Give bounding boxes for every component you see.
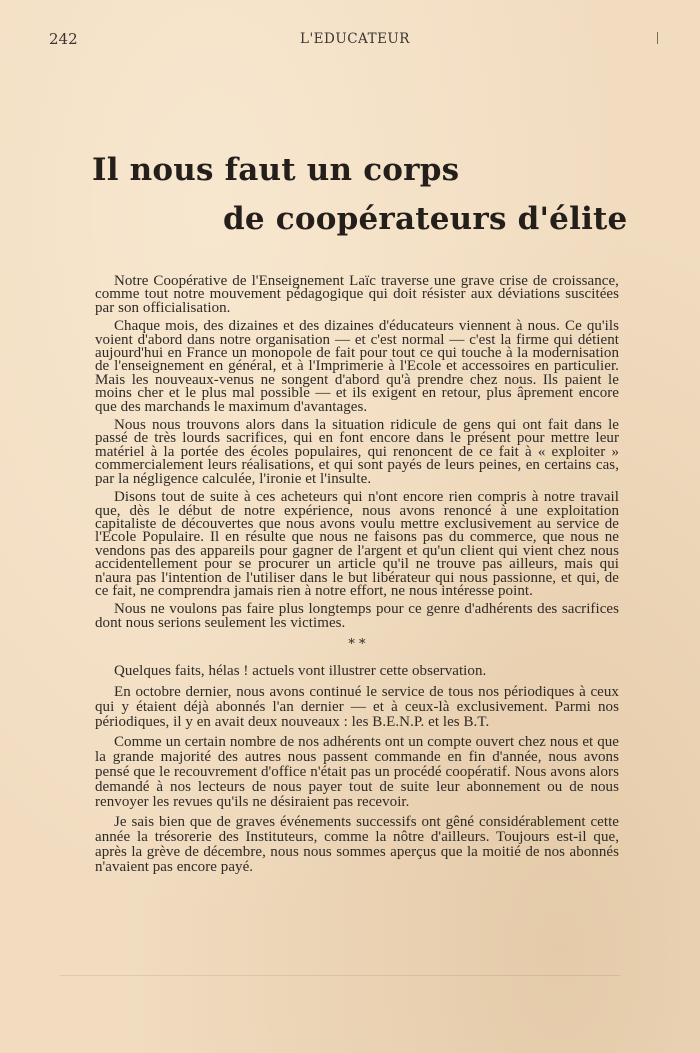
page-header (0, 30, 700, 54)
paragraph: Je sais bien que de graves événements successifs ont gêné considérablement cette année la trésorerie des Instituteurs, comme la nôtre d'ailleurs. Toujours est-il que, après la grève de décembre, nous nous sommes aperçus que la moitié de nos abonnés n'avaient pas encore payé. (95, 814, 619, 875)
article-title-line-2: de coopérateurs d'élite (223, 201, 628, 237)
page-bottom-shadow (60, 975, 620, 976)
article-body (95, 275, 619, 881)
margin-mark (657, 32, 658, 44)
paragraph: Comme un certain nombre de nos adhérents ont un compte ouvert chez nous et que la grande majorité des autres nous passent commande en fin d'année, nous avons pensé que le recouvrement d'office n'était pas un procédé coopératif. Nous avons alors demandé à nos lecteurs de nous payer tout de suite leur abonnement ou de nous renvoyer les revues qu'ils ne désiraient pas recevoir. (95, 734, 619, 810)
paragraph: En octobre dernier, nous avons continué le service de tous nos périodiques à ceux qui y étaient déjà abonnés l'an dernier — et à ceux-là exclusivement. Parmi nos périodiques, il y en avait deux nouveaux : les B.E.N.P. et les B.T. (95, 683, 619, 730)
paragraph: Nous ne voulons pas faire plus longtemps pour ce genre d'adhérents des sacrifices dont nous serions seulement les victimes. (95, 601, 619, 631)
paragraph: Quelques faits, hélas ! actuels vont illustrer cette observation. (114, 663, 487, 680)
section-separator: * * (348, 637, 366, 653)
running-title: L'EDUCATEUR (300, 31, 410, 47)
paragraph: Notre Coopérative de l'Enseignement Laïc traverse une grave crise de croissance, comme tout notre mouvement pédagogique qui doit résister aux déviations suscitées par son officialisation. (95, 273, 619, 316)
paragraph: Disons tout de suite à ces acheteurs qui n'ont encore rien compris à notre travail que, dès le début de notre expérience, nous avons renoncé à une exploitation capitaliste de découvertes que nous avons voulu mettre exclusivement au service de l'Ecole Populaire. Il en résulte que nous ne faisons pas du commerce, que nous ne vendons pas des appareils pour gagner de l'argent et qu'un client qui vient chez nous accidentellement pour se procurer un article qu'il ne trouve pas ailleurs, mais qui n'aura pas l'intention de l'utiliser dans le but libérateur qui nous passionne, et qui, de ce fait, ne comprendra jamais rien à notre effort, ne nous intéresse point. (95, 489, 619, 599)
article-section-2 (95, 664, 619, 874)
page-number: 242 (49, 30, 78, 48)
article-title-line-1: Il nous faut un corps (92, 152, 460, 188)
paragraph: Chaque mois, des dizaines et des dizaines d'éducateurs viennent à nous. Ce qu'ils voient d'abord dans notre organisation — et c'est normal — c'est la firme qui détient aujourd'hui en France un monopole de fait pour tout ce qui touche à la modernisation de l'enseignement en général, et à l'Imprimerie à l'Ecole et accessoires en particulier. Mais les nouveaux-venus ne songent d'abord qu'à prendre chez nous. Ils paient le moins cher et le plus mal possible — et ils exigent en retour, plus âprement encore que des marchands le maximum d'avantages. (95, 318, 619, 415)
paragraph: Nous nous trouvons alors dans la situation ridicule de gens qui ont fait dans le passé de très lourds sacrifices, qui en font encore dans le présent pour mettre leur matériel à la portée des écoles populaires, qui renoncent de ce fait à « exploiter » commercialement leurs réalisations, et qui sont payés de leurs peines, en certains cas, par la négligence calculée, l'ironie et l'insulte. (95, 417, 619, 487)
